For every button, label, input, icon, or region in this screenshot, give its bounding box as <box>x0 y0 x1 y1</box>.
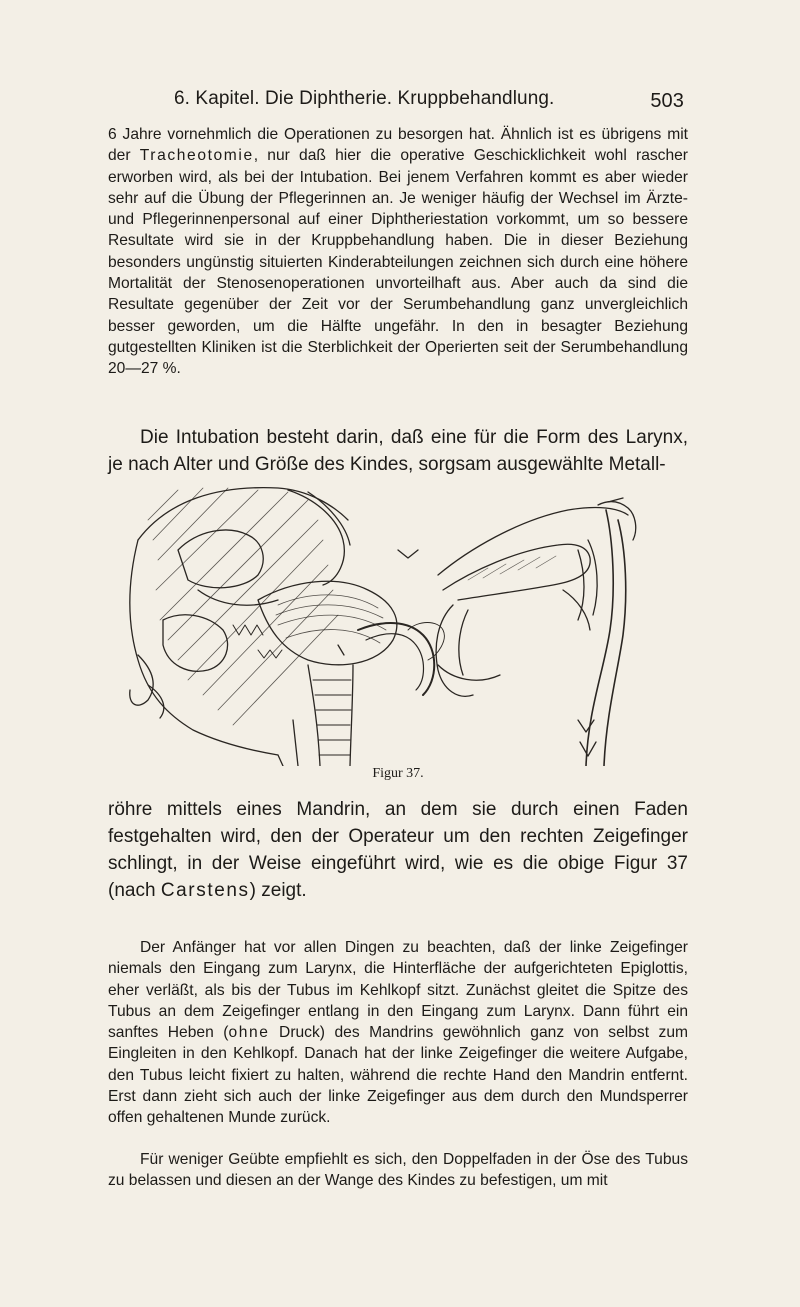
figure-caption: Figur 37. <box>372 766 424 781</box>
head-hatching <box>148 488 338 725</box>
mandrin <box>586 510 613 766</box>
paragraph-5: Für weniger Geübte empfiehlt es sich, den Doppelfaden in der Öse des Tubus zu belassen und diesen an der Wange des Kindes zu befestigen, um mit <box>108 1151 688 1190</box>
teeth <box>233 625 282 658</box>
paragraph-3-text-a: röhre mittels eines Mandrin, an dem sie durch einen Faden festgehalten wird, den der Operateur um den rechten Zeigefinger schlingt, in der Weise eingeführt wird, wie es die obige Figur 37 (nach <box>108 799 688 901</box>
paragraph-4 <box>108 937 688 1129</box>
paragraph-3 <box>108 796 688 904</box>
page-number: 503 <box>650 90 684 112</box>
author-carstens: Carstens <box>160 880 250 901</box>
intubation-illustration-icon <box>108 480 688 766</box>
paragraph-4-text-b: Druck) des Mandrins gewöhnlich ganz von selbst zum Eingleiten in den Kehlkopf. Danach hat der linke Zeigefinger die weitere Aufgabe, den Tubus leicht fixiert zu halten, während die rechte Hand den Mandrin entfernt. Erst dann zieht sich auch der linke Zeigefinger aus dem durch den Mundsperrer offen gehaltenen Munde zurück. <box>108 1024 688 1127</box>
paragraph-1-text-b: , nur daß hier die operative Geschicklichkeit wohl rascher erworben wird, als bei der Intubation. Bei jenem Verfahren kommt es aber wieder sehr auf die Übung der Pflegerinnen an. Je weniger häufig der Wechsel im Ärzte- und Pflegerinnenpersonal auf einer Diphtheriestation vorkommt, um so bessere Resultate wird sie in der Kruppbehandlung haben. Die in dieser Beziehung besonders ungünstig situierten Kinderabteilungen zeichnen sich durch eine höhere Mortalität der Stenosenoperationen unvorteilhaft aus. Aber auch da sind die Resultate gegenüber der Zeit vor der Serumbehandlung ganz unvergleichlich besser geworden, um die Hälfte ungefähr. In den in besagter Beziehung gutgestellten Kliniken ist die Sterblichkeit der Operierten seit der Serumbehandlung 20—27 %. <box>108 147 688 378</box>
operator-hand <box>438 508 628 575</box>
term-ohne: ohne <box>228 1024 270 1042</box>
paragraph-1-text-a: 6 Jahre vornehmlich die Operationen zu besorgen hat. Ähnlich ist es übrigens mit der <box>108 126 688 165</box>
running-head <box>174 88 684 118</box>
chapter-title: 6. Kapitel. Die Diphtherie. Kruppbehandlung. <box>174 88 555 109</box>
term-tracheotomie: Tracheotomie <box>139 147 254 165</box>
paragraph-1 <box>108 124 688 380</box>
paragraph-4-text-a: Der Anfänger hat vor allen Dingen zu beachten, daß der linke Zeigefinger niemals den Eingang zum Larynx, die Hinterfläche der aufgerichteten Epiglottis, eher verläßt, als bis der Tubus im Kehlkopf sitzt. Zunächst gleitet die Spitze des Tubus an dem Zeigefinger entlang in den Eingang zum Larynx. Dann führt ein sanftes Heben ( <box>108 939 688 1042</box>
face-outline <box>130 540 278 755</box>
paragraph-2: Die Intubation besteht darin, daß eine für die Form des Larynx, je nach Alter und Größe des Kindes, sorgsam ausgewählte Metall- <box>108 427 688 475</box>
paragraph-3-text-b: ) zeigt. <box>249 880 307 901</box>
figure-37 <box>108 480 688 781</box>
